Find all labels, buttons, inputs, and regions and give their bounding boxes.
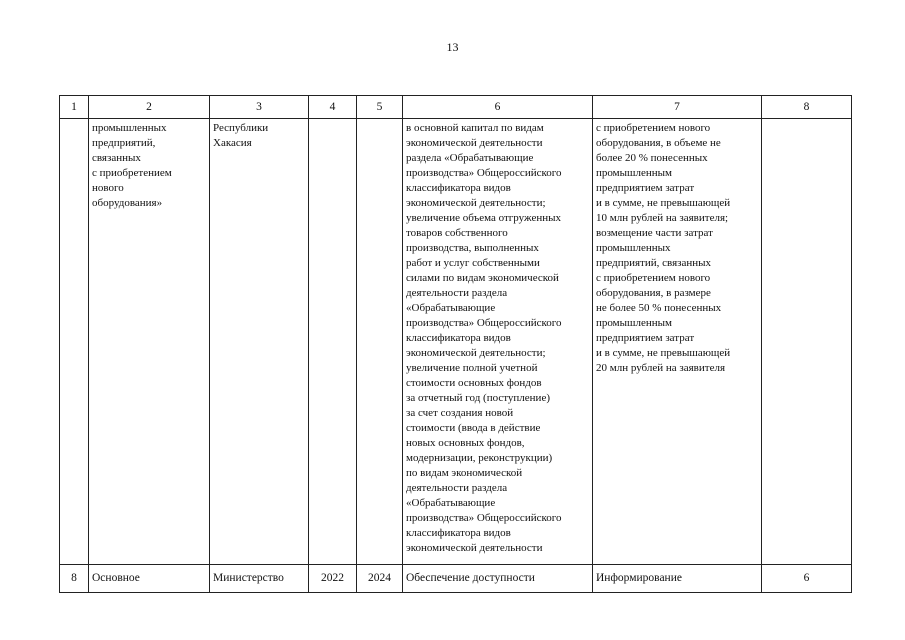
table-cell: Республики Хакасия — [210, 119, 309, 565]
column-number-cell: 4 — [309, 96, 357, 119]
table-cell: 2024 — [357, 565, 403, 593]
table-cell: в основной капитал по видам экономической деятельности раздела «Обрабатывающие производства» Общероссийского классификатора видов экономической деятельности; увеличение объема отгруженных товаров собственного производства, выполненных работ и услуг собственными силами по видам экономической деятельности раздела «Обрабатывающие производства» Общероссийского классификатора видов экономической деятельности; увеличение полной учетной стоимости основных фондов за отчетный год (поступление) за счет создания новой стоимости (ввода в действие новых основных фондов, модернизации, реконструкции) по видам экономической деятельности раздела «Обрабатывающие производства» Общероссийского классификатора видов экономической деятельности — [403, 119, 593, 565]
table-row — [60, 119, 852, 565]
table-cell — [309, 119, 357, 565]
column-number-cell: 3 — [210, 96, 309, 119]
table-cell: 2022 — [309, 565, 357, 593]
table-cell: Обеспечение доступности — [403, 565, 593, 593]
page-number: 13 — [446, 40, 459, 54]
table-row — [60, 565, 852, 593]
column-number-cell: 8 — [762, 96, 852, 119]
column-number-row — [60, 96, 852, 119]
column-number-cell: 7 — [593, 96, 762, 119]
table-cell: Информирование — [593, 565, 762, 593]
column-number-cell: 2 — [89, 96, 210, 119]
table-cell: промышленных предприятий, связанных с приобретением нового оборудования» — [89, 119, 210, 565]
column-number-cell: 6 — [403, 96, 593, 119]
table-cell: 8 — [60, 565, 89, 593]
table-cell — [357, 119, 403, 565]
table-cell: Министерство — [210, 565, 309, 593]
column-number-cell: 5 — [357, 96, 403, 119]
table-cell: Основное — [89, 565, 210, 593]
column-number-cell: 1 — [60, 96, 89, 119]
measures-table — [59, 95, 852, 593]
table-cell — [762, 119, 852, 565]
table-cell: с приобретением нового оборудования, в объеме не более 20 % понесенных промышленным предприятием затрат и в сумме, не превышающей 10 млн рублей на заявителя; возмещение части затрат промышленных предприятий, связанных с приобретением нового оборудования, в размере не более 50 % понесенных промышленным предприятием затрат и в сумме, не превышающей 20 млн рублей на заявителя — [593, 119, 762, 565]
table-cell: 6 — [762, 565, 852, 593]
table-cell — [60, 119, 89, 565]
